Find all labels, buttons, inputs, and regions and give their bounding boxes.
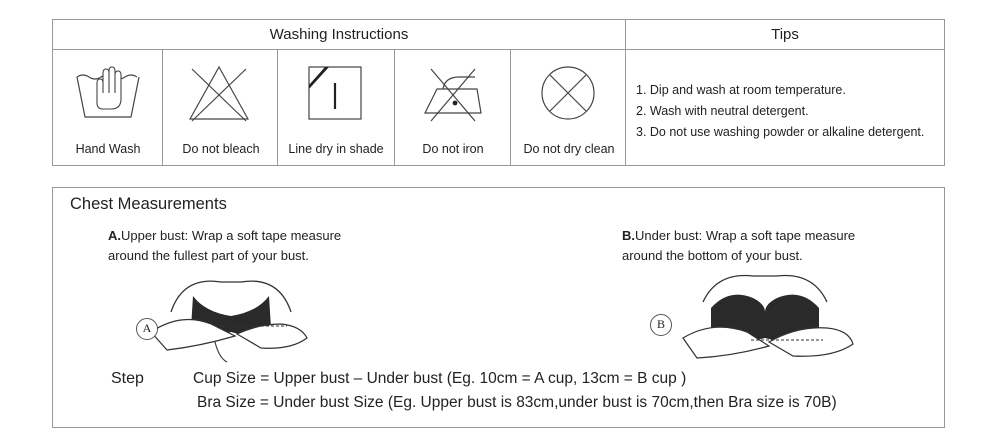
- bra-size-formula: Bra Size = Under bust Size (Eg. Upper bust is 83cm,under bust is 70cm,then Bra size is 70B): [197, 394, 837, 411]
- under-bust-line1: Under bust: Wrap a soft tape measure: [635, 228, 856, 243]
- no-bleach-label: Do not bleach: [182, 142, 260, 156]
- badge-a: A: [142, 321, 152, 335]
- under-bust-line2: around the bottom of your bust.: [622, 248, 803, 263]
- line-dry-label: Line dry in shade: [288, 142, 384, 156]
- upper-bust-illustration: [131, 272, 331, 364]
- under-bust-prefix: B.: [622, 228, 635, 243]
- hand-wash-label: Hand Wash: [75, 142, 141, 156]
- no-iron-label: Do not iron: [422, 142, 484, 156]
- tip-item: 2. Wash with neutral detergent.: [636, 104, 809, 118]
- hand-wash-icon: [73, 63, 143, 123]
- under-bust-description: [622, 226, 855, 266]
- no-dry-clean-icon: [537, 63, 599, 125]
- badge-b: B: [656, 317, 665, 331]
- step-label: Step: [111, 370, 144, 387]
- no-bleach-icon: [186, 63, 252, 125]
- washing-table: [52, 19, 945, 166]
- upper-bust-line1: Upper bust: Wrap a soft tape measure: [121, 228, 342, 243]
- chest-title: Chest Measurements: [70, 195, 227, 213]
- line-dry-shade-icon: [305, 63, 365, 125]
- cup-size-formula: Cup Size = Upper bust – Under bust (Eg. 10cm = A cup, 13cm = B cup ): [193, 370, 687, 387]
- tips-list: [636, 80, 946, 143]
- no-iron-icon: [417, 63, 489, 125]
- washing-header: Washing Instructions: [269, 26, 409, 43]
- upper-bust-line2: around the fullest part of your bust.: [108, 248, 309, 263]
- chest-measurements-box: [52, 187, 945, 428]
- tip-item: 1. Dip and wash at room temperature.: [636, 83, 846, 97]
- table-divider: [53, 49, 944, 50]
- upper-bust-prefix: A.: [108, 228, 121, 243]
- under-bust-illustration: [673, 268, 857, 364]
- tips-header: Tips: [771, 26, 799, 43]
- tip-item: 3. Do not use washing powder or alkaline detergent.: [636, 125, 925, 139]
- upper-bust-description: [108, 226, 341, 266]
- no-dry-clean-label: Do not dry clean: [523, 142, 615, 156]
